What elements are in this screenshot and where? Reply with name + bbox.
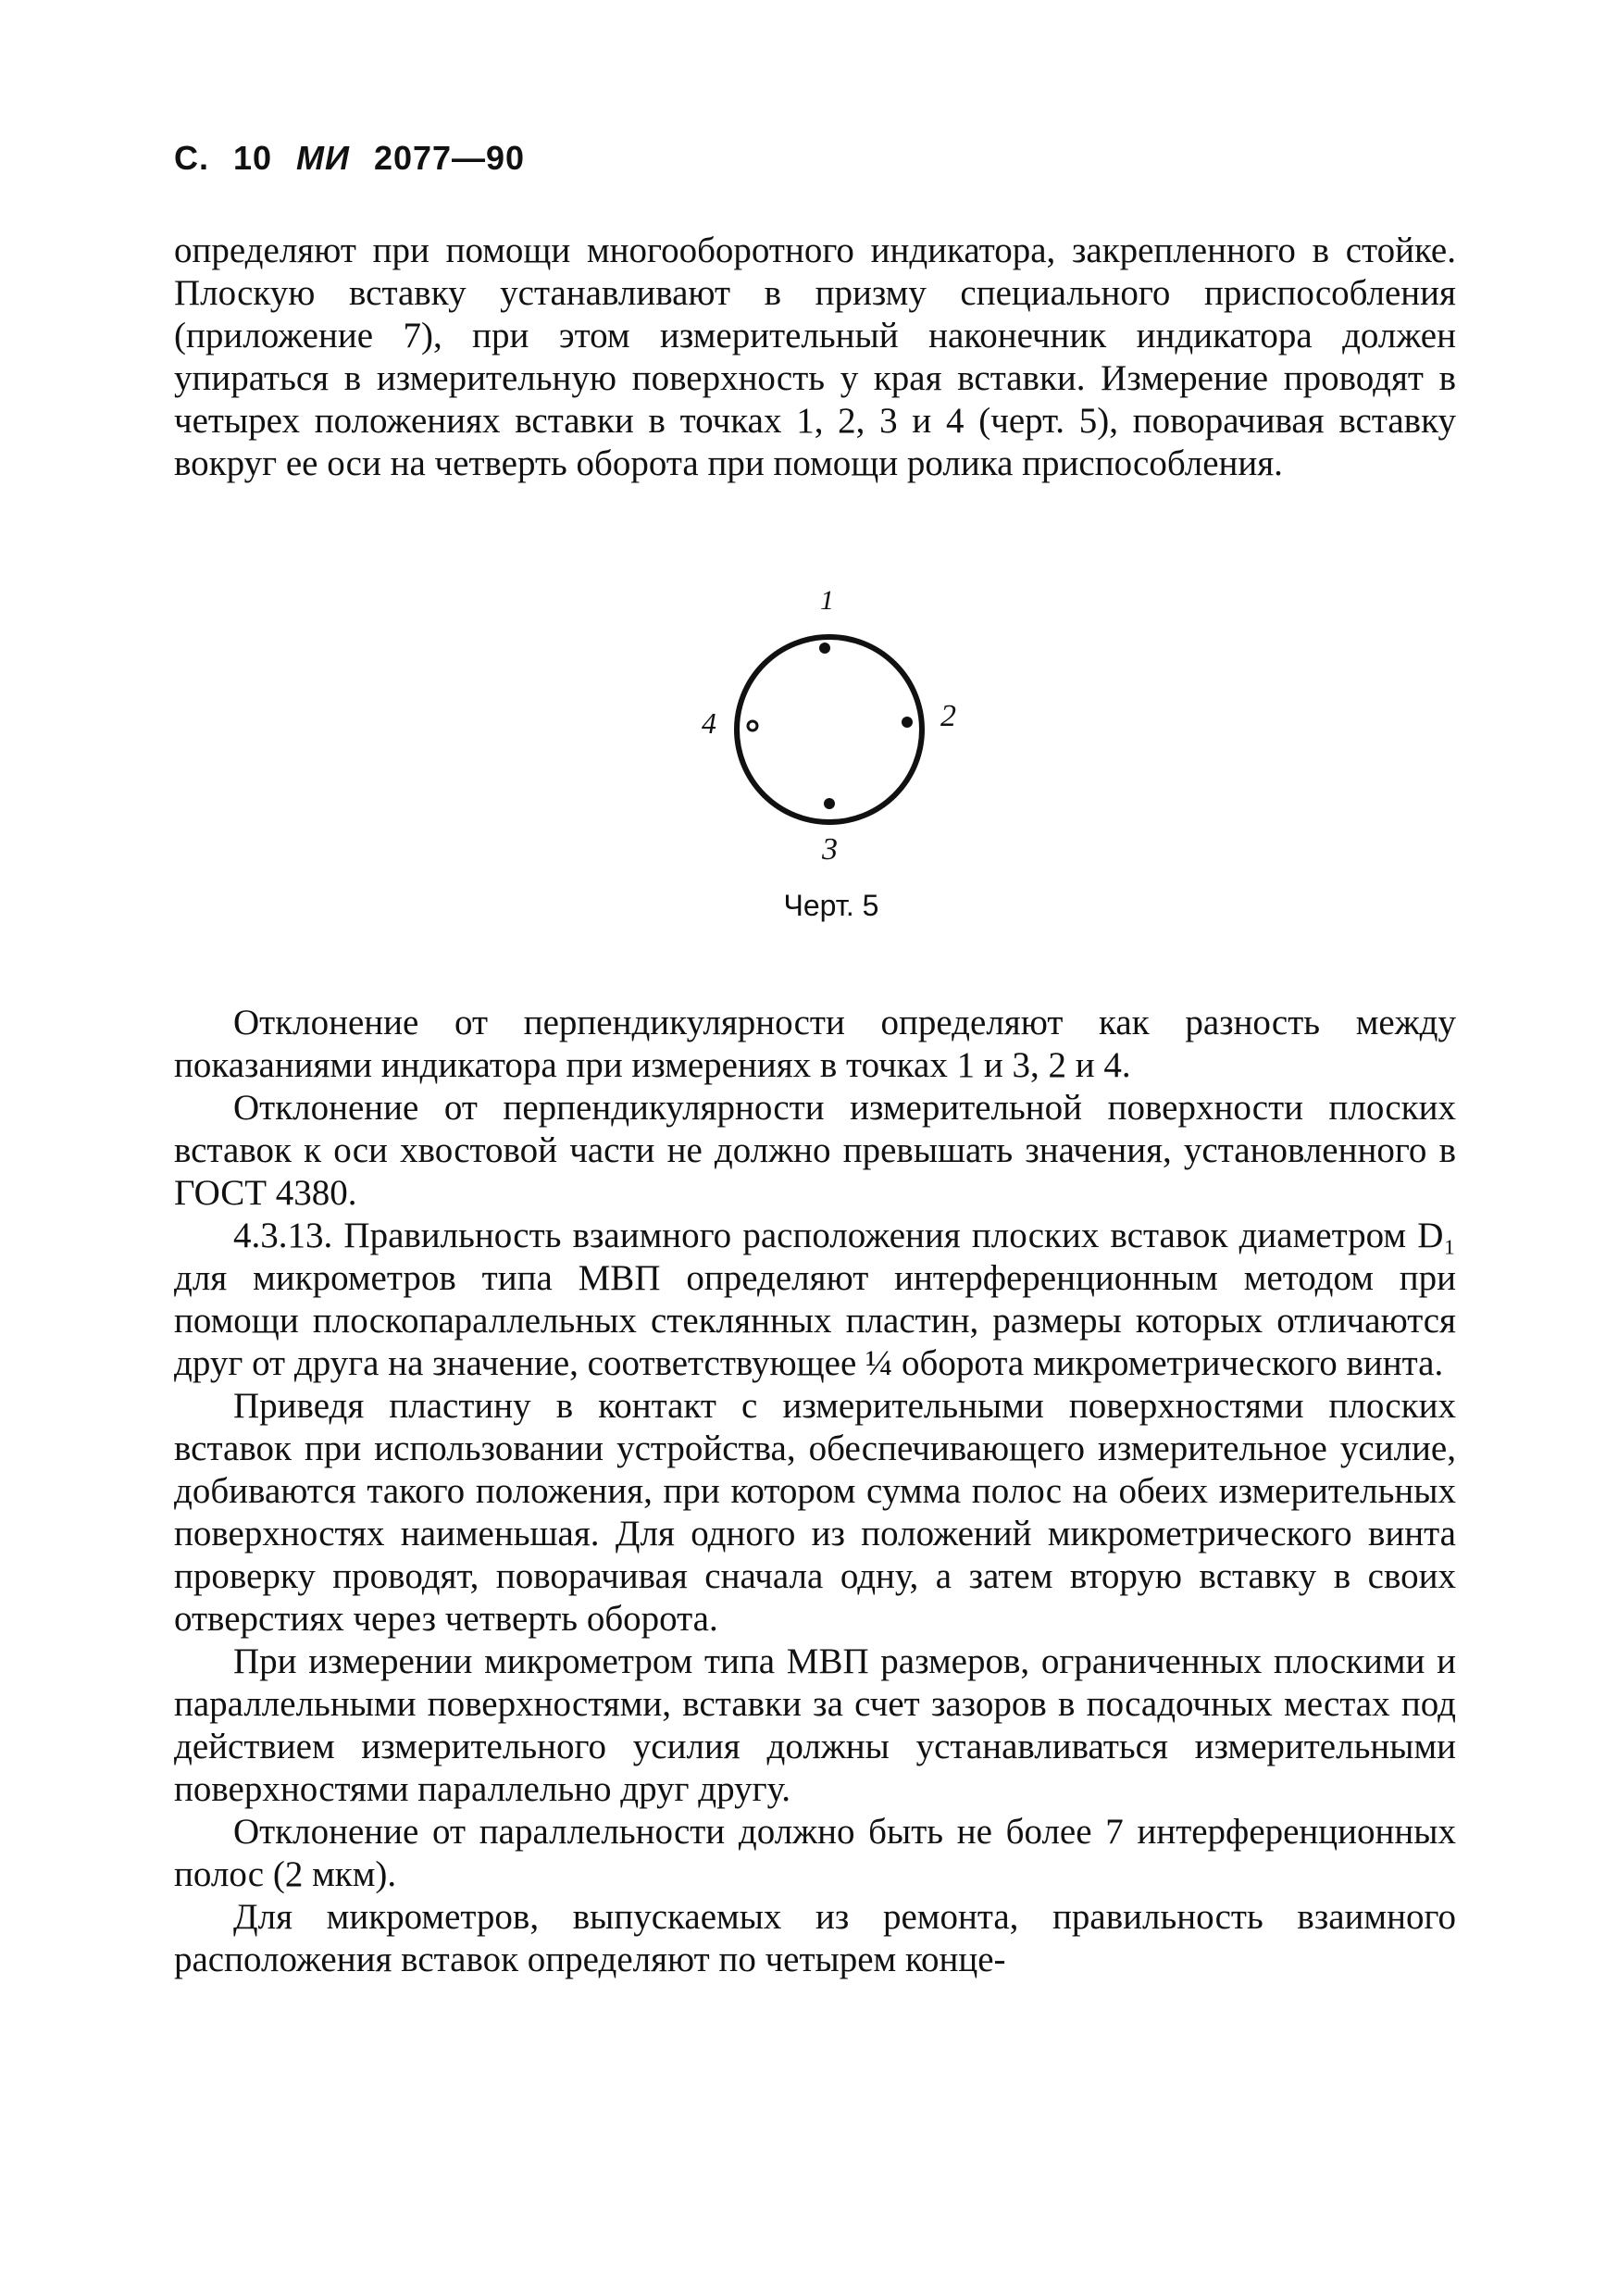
point-4-marker <box>748 721 757 730</box>
point-2-marker <box>902 717 913 728</box>
paragraph-continued: определяют при помощи многооборотного индикатора, закрепленного в стойке. Плоскую вставку устанавливают в призму специального приспособления (приложение 7), при этом измерительный наконечник индикатора должен упираться в измерительную поверхность у края вставки. Измерение проводят в четырех положениях вставки в точках 1, 2, 3 и 4 (черт. 5), поворачивая вставку вокруг ее оси на четверть оборота при помощи ролика приспособления. <box>174 231 1456 483</box>
paragraph-repair-micrometers: Для микрометров, выпускаемых из ремонта, правильность взаимного расположения вставок определяют по четырем конце- <box>174 1897 1456 1979</box>
paragraph-perpendicularity-limit: Отклонение от перпендикулярности измерительной поверхности плоских вставок к оси хвостовой части не должно превышать значения, установленного в ГОСТ 4380. <box>174 1088 1456 1213</box>
paragraph-mvp-measurement: При измерении микрометром типа МВП размеров, ограниченных плоскими и параллельными поверхностями, вставки за счет зазоров в посадочных местах под действием измерительного усилия должны устанавливаться измерительными поверхностями параллельно друг другу. <box>174 1641 1456 1809</box>
page-number: 10 <box>233 139 273 177</box>
insert-circle <box>737 637 922 822</box>
paragraph-4-3-13: 4.3.13. Правильность взаимного расположения плоских вставок диаметром D₁ для микрометров типа МВП определяют интерференционным методом при помощи плоскопараллельных стеклянных пластин, размеры которых отличаются друг от друга на значение, соответствующее ¼ оборота микрометрического винта. <box>174 1216 1456 1383</box>
doc-code: МИ <box>296 139 350 177</box>
page-prefix: С. <box>174 139 209 177</box>
paragraph-parallelism-limit: Отклонение от параллельности должно быть не более 7 интерференционных полос (2 мкм). <box>174 1812 1456 1894</box>
figure-5-diagram <box>681 581 977 887</box>
label-4: 4 <box>702 706 716 740</box>
point-3-marker <box>824 798 835 809</box>
figure-caption <box>0 889 1618 923</box>
text-block-main <box>174 1002 1456 1981</box>
doc-number: 2077—90 <box>373 139 526 177</box>
paragraph-plate-contact: Приведя пластину в контакт с измерительными поверхностями плоских вставок при использовании устройства, обеспечивающего измерительное усилие, добиваются такого положения, при котором сумма полос на обеих измерительных поверхностях наименьшая. Для одного из положений микрометрического винта проверку проводят, поворачивая сначала одну, а затем вторую вставку в своих отверстиях через четверть оборота. <box>174 1386 1456 1639</box>
paragraph-perpendicularity-difference: Отклонение от перпендикулярности определяют как разность между показаниями индикатора при измерениях в точках 1 и 3, 2 и 4. <box>174 1003 1456 1085</box>
page-header <box>174 139 549 178</box>
caption-text: Черт. 5 <box>783 889 879 922</box>
label-1: 1 <box>820 585 834 616</box>
text-block-top <box>174 230 1456 485</box>
label-3: 3 <box>822 832 838 867</box>
point-1-marker <box>819 643 830 654</box>
label-2: 2 <box>940 699 956 733</box>
